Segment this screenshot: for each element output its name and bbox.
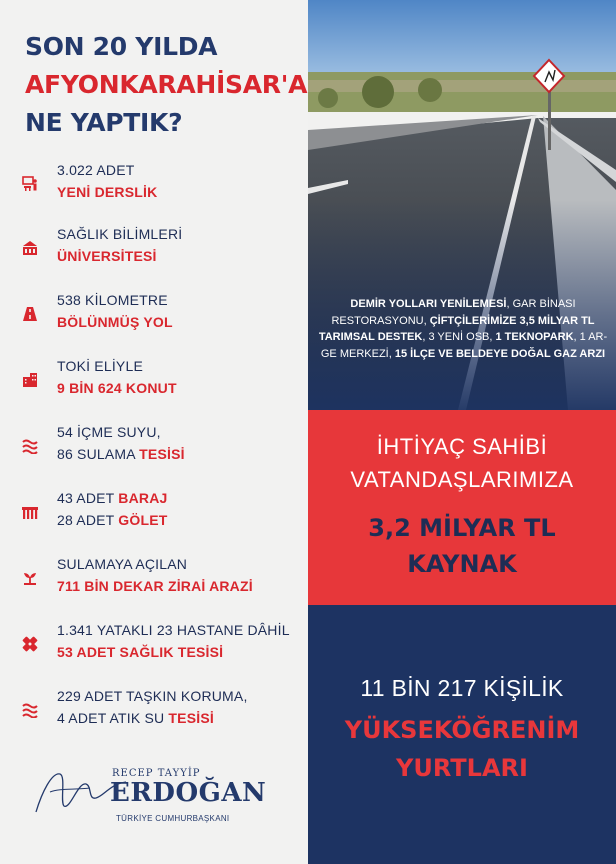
list-item: [22, 226, 304, 272]
item-highlight: YENİ DERSLİK: [57, 184, 158, 200]
item-line1: SAĞLIK BİLİMLERİ: [57, 226, 183, 242]
university-icon: [22, 240, 38, 256]
item-line1: 229 ADET TAŞKIN KORUMA,: [57, 688, 248, 704]
dormitory-line-3: YURTLARI: [396, 754, 528, 782]
item-highlight: 53 ADET SAĞLIK TESİSİ: [57, 644, 224, 660]
item-highlight: 9 BİN 624 KONUT: [57, 380, 177, 396]
item-line1: TOKİ ELİYLE: [57, 358, 143, 374]
support-line-2: VATANDAŞLARIMIZA: [350, 467, 574, 492]
item-highlight: ÜNİVERSİTESİ: [57, 248, 157, 264]
support-fund-box: [308, 410, 616, 605]
item-line1: 54 İÇME SUYU,: [57, 424, 161, 440]
item-highlight: TESİSİ: [139, 446, 185, 462]
support-line-4: KAYNAK: [407, 550, 517, 578]
dormitory-box: [308, 605, 616, 864]
item-line1: 1.341 YATAKLI 23 HASTANE DÂHİL: [57, 622, 290, 638]
item-line1: 3.022 ADET: [57, 162, 135, 178]
signature-block: [30, 762, 270, 832]
signature-first-name: RECEP TAYYİP: [112, 768, 201, 779]
photo-caption: DEMİR YOLLARI YENİLEMESİ, GAR BİNASI RESTORASYONU, ÇİFTÇİLERİMİZE 3,5 MİLYAR TL TARIMSAL DESTEK, 3 YENİ OSB, 1 TEKNOPARK, 1 AR-GE MERKEZİ, 15 İLÇE VE BELDEYE DOĞAL GAZ ARZI: [318, 298, 608, 360]
dam-icon: [22, 504, 38, 520]
list-item: 43 ADET BARAJ 28 ADET GÖLET: [22, 490, 304, 536]
item-highlight: TESİSİ: [168, 710, 214, 726]
list-item: 54 İÇME SUYU, 86 SULAMA TESİSİ: [22, 424, 304, 470]
plant-icon: [22, 570, 38, 586]
signature-role: TÜRKİYE CUMHURBAŞKANI: [116, 814, 230, 823]
item-highlight: BÖLÜNMÜŞ YOL: [57, 314, 173, 330]
item-line1: 43 ADET: [57, 490, 119, 506]
health-icon: [22, 636, 38, 652]
item-line1: 538 KİLOMETRE: [57, 292, 168, 308]
item-highlight: 711 BİN DEKAR ZİRAİ ARAZİ: [57, 578, 253, 594]
dormitory-capacity: 11 BİN 217 KİŞİLİK: [360, 675, 564, 701]
item-highlight: GÖLET: [118, 512, 168, 528]
dormitory-line-2: YÜKSEKÖĞRENİM: [344, 716, 580, 744]
flood-icon: [22, 702, 38, 718]
list-item: [22, 556, 304, 602]
support-amount: 3,2 MİLYAR TL: [368, 514, 556, 542]
title-line-1: SON 20 YILDA: [25, 32, 218, 61]
list-item: [22, 622, 304, 668]
list-item: [22, 162, 304, 208]
list-item: [22, 358, 304, 404]
classroom-icon: [22, 176, 38, 192]
building-icon: [22, 372, 38, 388]
title-line-3: NE YAPTIK?: [25, 108, 183, 137]
item-line1: SULAMAYA AÇILAN: [57, 556, 188, 572]
page-title: [25, 28, 307, 142]
road-icon: [22, 306, 38, 322]
list-item: [22, 292, 304, 338]
title-line-2: AFYONKARAHİSAR'A: [25, 70, 308, 99]
signature-last-name: ERDOĞAN: [110, 778, 267, 808]
road-photo: [308, 0, 616, 410]
right-panel: [308, 0, 616, 864]
list-item: 229 ADET TAŞKIN KORUMA, 4 ADET ATIK SU TESİSİ: [22, 688, 304, 734]
support-line-1: İHTİYAÇ SAHİBİ: [376, 434, 548, 459]
water-icon: [22, 438, 38, 454]
